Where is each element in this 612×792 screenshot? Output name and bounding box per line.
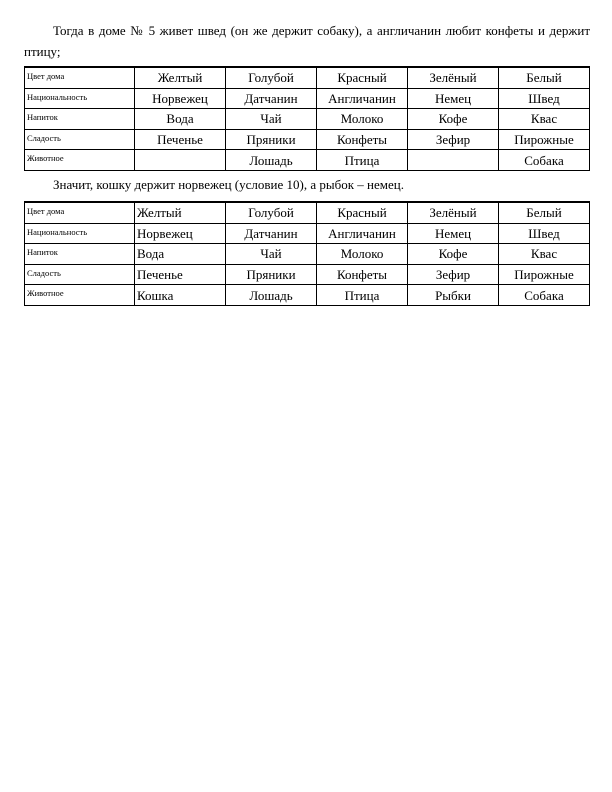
table-cell: Молоко — [317, 109, 408, 130]
table-row — [25, 264, 590, 285]
table-cell: Голубой — [226, 67, 317, 88]
table-cell: Зелёный — [408, 67, 499, 88]
table-cell: Англичанин — [317, 223, 408, 244]
table-row — [25, 150, 590, 171]
table-cell: Печенье — [135, 129, 226, 150]
solution-table-partial — [24, 66, 590, 171]
table-cell: Кофе — [408, 244, 499, 265]
row-label: Сладость — [25, 129, 135, 150]
row-label: Напиток — [25, 244, 135, 265]
table-cell: Желтый — [135, 67, 226, 88]
table-cell: Птица — [317, 285, 408, 306]
table-cell: Лошадь — [226, 285, 317, 306]
table-row — [25, 88, 590, 109]
table-row — [25, 129, 590, 150]
table-cell: Голубой — [226, 202, 317, 223]
table-cell: Зелёный — [408, 202, 499, 223]
table-cell: Птица — [317, 150, 408, 171]
table-cell: Зефир — [408, 129, 499, 150]
table-row — [25, 109, 590, 130]
table-cell: Красный — [317, 67, 408, 88]
table-cell: Печенье — [135, 264, 226, 285]
table-cell: Конфеты — [317, 264, 408, 285]
table-cell: Датчанин — [226, 223, 317, 244]
table-cell: Норвежец — [135, 88, 226, 109]
table-cell: Англичанин — [317, 88, 408, 109]
row-label: Национальность — [25, 223, 135, 244]
intro-paragraph: Тогда в доме № 5 живет швед (он же держит собаку), а англичанин любит конфеты и держит птицу; — [24, 23, 590, 59]
table-cell: Квас — [499, 109, 590, 130]
table-cell: Лошадь — [226, 150, 317, 171]
row-label: Национальность — [25, 88, 135, 109]
table-cell: Кошка — [135, 285, 226, 306]
row-label: Цвет дома — [25, 67, 135, 88]
table-cell: Квас — [499, 244, 590, 265]
table-cell: Белый — [499, 202, 590, 223]
table-cell: Немец — [408, 223, 499, 244]
table-cell: Пирожные — [499, 129, 590, 150]
table-cell: Вода — [135, 109, 226, 130]
table-cell: Чай — [226, 109, 317, 130]
table-cell — [408, 150, 499, 171]
table-cell: Конфеты — [317, 129, 408, 150]
table-cell: Белый — [499, 67, 590, 88]
table-cell: Вода — [135, 244, 226, 265]
table-cell: Молоко — [317, 244, 408, 265]
table-row — [25, 67, 590, 88]
row-label: Цвет дома — [25, 202, 135, 223]
table-cell — [135, 150, 226, 171]
conclusion-paragraph: Значит, кошку держит норвежец (условие 10), а рыбок – немец. — [53, 177, 404, 192]
table-cell: Рыбки — [408, 285, 499, 306]
table-row — [25, 285, 590, 306]
table-cell: Пряники — [226, 129, 317, 150]
table-cell: Чай — [226, 244, 317, 265]
table-cell: Собака — [499, 150, 590, 171]
table-row — [25, 244, 590, 265]
table-cell: Датчанин — [226, 88, 317, 109]
table-cell: Пряники — [226, 264, 317, 285]
table-cell: Швед — [499, 88, 590, 109]
table-cell: Пирожные — [499, 264, 590, 285]
solution-table-complete — [24, 201, 590, 306]
row-label: Животное — [25, 150, 135, 171]
table-row — [25, 202, 590, 223]
table-cell: Немец — [408, 88, 499, 109]
table-row — [25, 223, 590, 244]
row-label: Сладость — [25, 264, 135, 285]
row-label: Животное — [25, 285, 135, 306]
table-cell: Кофе — [408, 109, 499, 130]
table-cell: Собака — [499, 285, 590, 306]
table-cell: Зефир — [408, 264, 499, 285]
table-cell: Красный — [317, 202, 408, 223]
table-cell: Желтый — [135, 202, 226, 223]
table-cell: Норвежец — [135, 223, 226, 244]
row-label: Напиток — [25, 109, 135, 130]
table-cell: Швед — [499, 223, 590, 244]
